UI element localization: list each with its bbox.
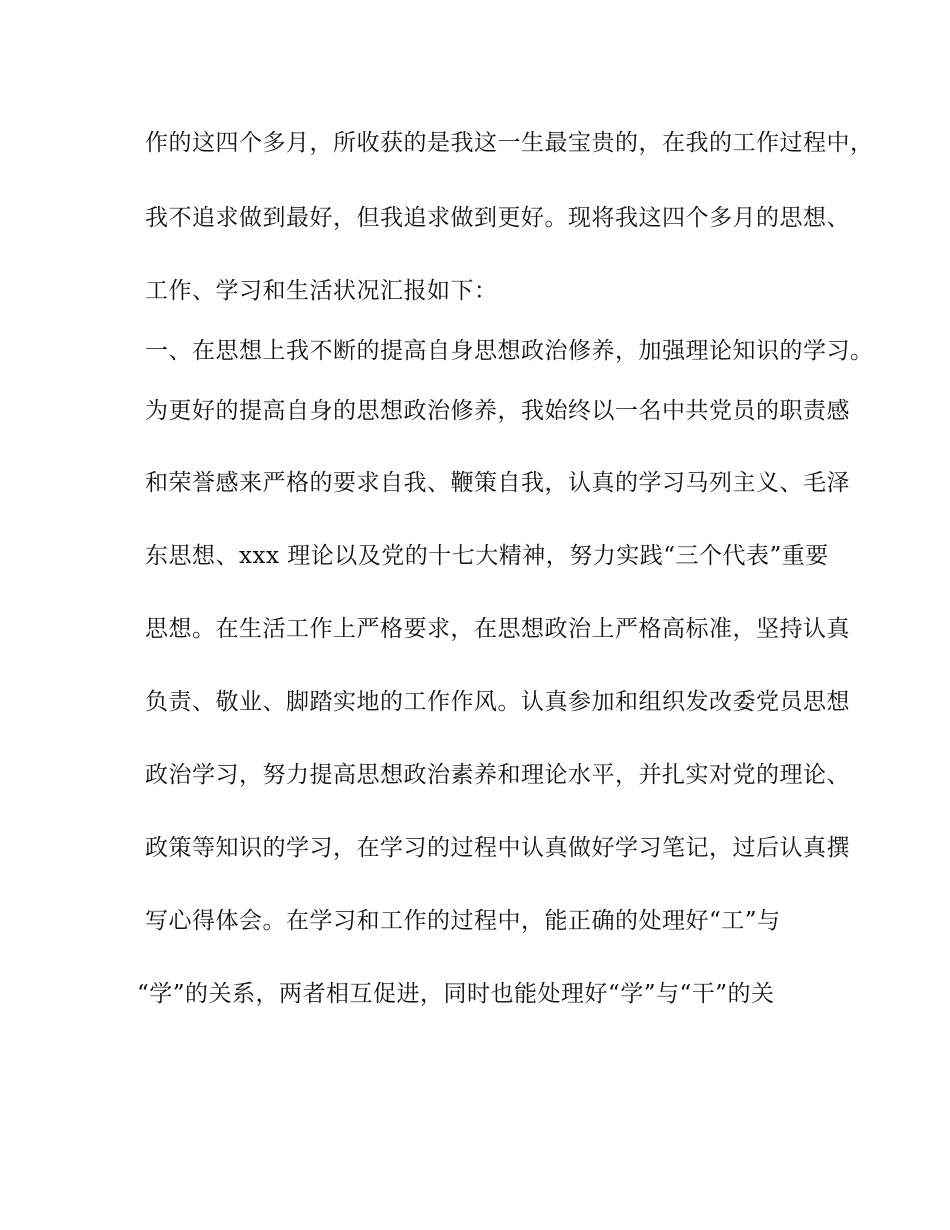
paragraph-line: 政策等知识的学习，在学习的过程中认真做好学习笔记，过后认真撰 — [145, 835, 850, 861]
paragraph-line: 东思想、xxx 理论以及党的十七大精神，努力实践“三个代表”重要 — [145, 543, 829, 569]
paragraph-line: 工作、学习和生活状况汇报如下： — [145, 278, 498, 304]
paragraph-line: 政治学习，努力提高思想政治素养和理论水平，并扎实对党的理论、 — [145, 762, 850, 788]
paragraph-line: 思想。在生活工作上严格要求，在思想政治上严格高标准，坚持认真 — [145, 616, 850, 642]
section-heading: 一、在思想上我不断的提高自身思想政治修养，加强理论知识的学习。 — [145, 338, 874, 364]
paragraph-line: 作的这四个多月，所收获的是我这一生最宝贵的，在我的工作过程中， — [145, 130, 874, 156]
paragraph-line: 写心得体会。在学习和工作的过程中，能正确的处理好“工”与 — [145, 908, 781, 934]
paragraph-line: 我不追求做到最好，但我追求做到更好。现将我这四个多月的思想、 — [145, 205, 850, 231]
paragraph-line: 为更好的提高自身的思想政治修养，我始终以一名中共党员的职责感 — [145, 398, 850, 424]
paragraph-line: 和荣誉感来严格的要求自我、鞭策自我，认真的学习马列主义、毛泽 — [145, 470, 850, 496]
paragraph-line: 负责、敬业、脚踏实地的工作作风。认真参加和组织发改委党员思想 — [145, 689, 850, 715]
paragraph-line: “学”的关系，两者相互促进，同时也能处理好“学”与“干”的关 — [137, 981, 775, 1007]
